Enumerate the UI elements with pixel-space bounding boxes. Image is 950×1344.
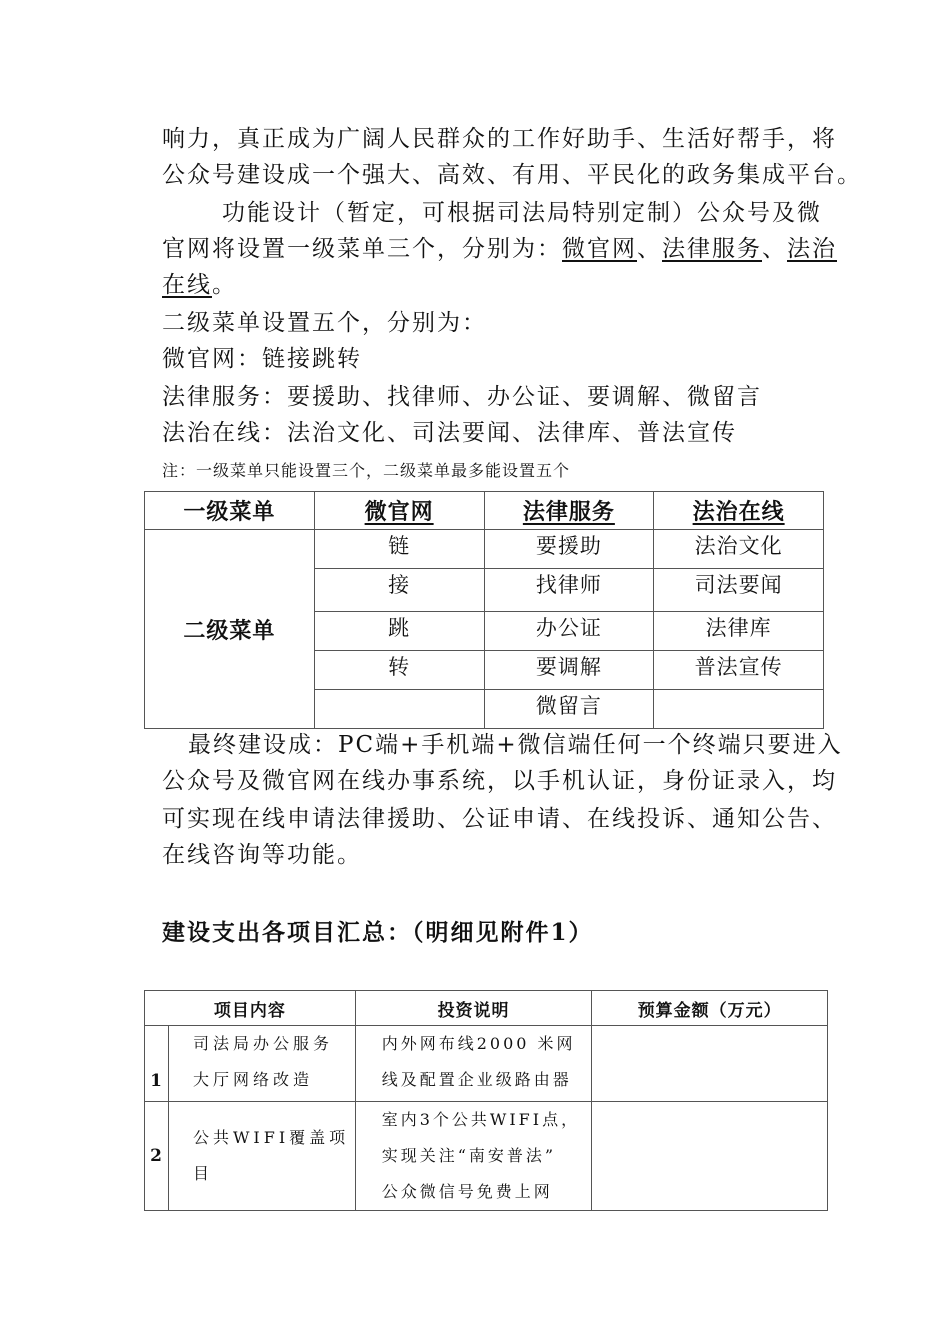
item-line: 目 [192, 1164, 213, 1183]
item-content [168, 1102, 355, 1211]
table-cell: 找律师 [484, 569, 654, 612]
separator: 、 [762, 236, 787, 262]
paragraph-line [162, 270, 237, 300]
row-header-level2: 二级菜单 [145, 530, 315, 729]
paragraph-line: 法治在线：法治文化、司法要闻、法律库、普法宣传 [162, 420, 737, 446]
header-falvfuwu: 法律服务 [484, 492, 654, 530]
header-item-content: 项目内容 [145, 991, 356, 1026]
header-budget-amount: 预算金额（万元） [592, 991, 828, 1026]
table-cell: 微留言 [484, 690, 654, 729]
item-line: 司法局办公服务 [192, 1034, 333, 1053]
paragraph-line: 响力，真正成为广阔人民群众的工作好助手、生活好帮手，将 [162, 126, 837, 152]
budget-amount [592, 1026, 828, 1102]
paragraph-line: 最终建设成：PC端+手机端+微信端任何一个终端只要进入 [188, 732, 843, 758]
item-line: 公共WIFI覆盖项 [192, 1128, 350, 1147]
item-content [168, 1026, 355, 1102]
menu-link-weiguanwang: 微官网 [562, 236, 637, 262]
header-investment-desc: 投资说明 [355, 991, 592, 1026]
table-cell: 接 [314, 569, 484, 612]
table-cell: 要援助 [484, 530, 654, 569]
table-cell [654, 690, 824, 729]
paragraph-line: 功能设计（暂定，可根据司法局特别定制）公众号及微 [222, 200, 822, 226]
paragraph-line [162, 234, 837, 264]
investment-desc [355, 1102, 592, 1211]
desc-line: 线及配置企业级路由器 [381, 1070, 572, 1089]
desc-line: 公众微信号免费上网 [381, 1182, 553, 1201]
text: 。 [212, 272, 237, 298]
header-fazhizaixian: 法治在线 [654, 492, 824, 530]
paragraph-line: 公众号建设成一个强大、高效、有用、平民化的政务集成平台。 [162, 162, 862, 188]
menu-table [144, 491, 824, 729]
paragraph-line: 二级菜单设置五个，分别为： [162, 310, 487, 336]
table-cell: 跳 [314, 612, 484, 651]
desc-line: 内外网布线2000 米网 [381, 1034, 576, 1053]
table-cell: 司法要闻 [654, 569, 824, 612]
paragraph-line: 可实现在线申请法律援助、公证申请、在线投诉、通知公告、 [162, 806, 837, 832]
table-cell: 转 [314, 651, 484, 690]
investment-desc [355, 1026, 592, 1102]
header-weiguanwang: 微官网 [314, 492, 484, 530]
table-cell: 法律库 [654, 612, 824, 651]
paragraph-line: 微官网：链接跳转 [162, 346, 362, 372]
table-cell: 链 [314, 530, 484, 569]
budget-amount [592, 1102, 828, 1211]
menu-link-falvfuwu: 法律服务 [662, 236, 762, 262]
menu-link-fazhizaixian-part1: 法治 [787, 236, 837, 262]
paragraph-line: 在线咨询等功能。 [162, 842, 362, 868]
separator: 、 [637, 236, 662, 262]
section-heading: 建设支出各项目汇总：（明细见附件1） [162, 919, 594, 946]
table-cell: 法治文化 [654, 530, 824, 569]
table-cell [314, 690, 484, 729]
header-level1: 一级菜单 [145, 492, 315, 530]
desc-line: 室内3个公共WIFI点， [381, 1110, 581, 1129]
item-line: 大厅网络改造 [192, 1070, 313, 1089]
table-cell: 办公证 [484, 612, 654, 651]
text: 官网将设置一级菜单三个，分别为： [162, 236, 562, 262]
desc-line: 实现关注“南安普法” [381, 1146, 557, 1165]
menu-link-fazhizaixian-part2: 在线 [162, 272, 212, 298]
table-cell: 要调解 [484, 651, 654, 690]
note-text: 注：一级菜单只能设置三个，二级菜单最多能设置五个 [162, 461, 571, 480]
budget-table [144, 990, 828, 1211]
row-number: 1 [145, 1026, 169, 1102]
paragraph-line: 公众号及微官网在线办事系统，以手机认证，身份证录入，均 [162, 768, 837, 794]
paragraph-line: 法律服务：要援助、找律师、办公证、要调解、微留言 [162, 384, 762, 410]
row-number: 2 [145, 1102, 169, 1211]
table-cell: 普法宣传 [654, 651, 824, 690]
